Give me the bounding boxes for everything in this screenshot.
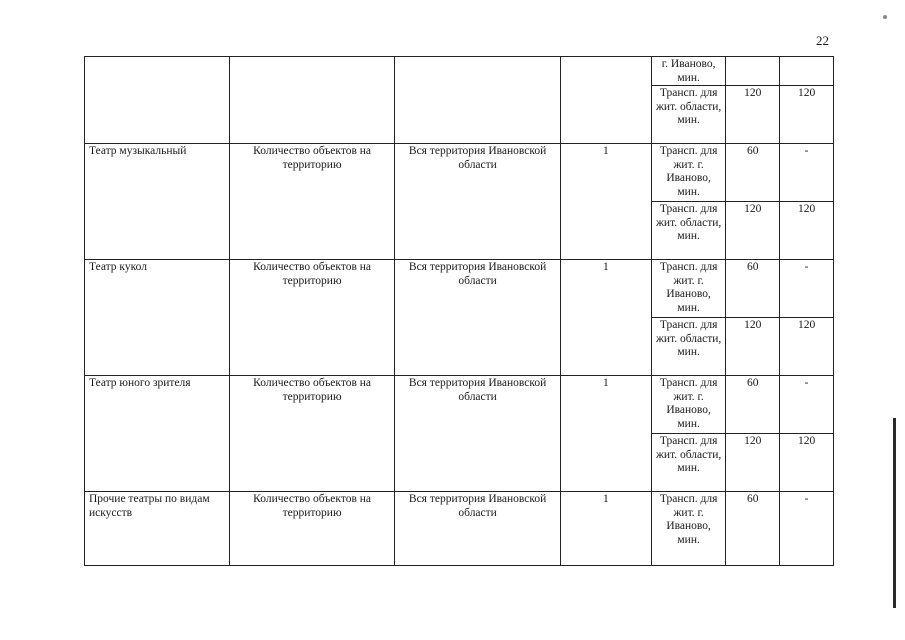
table-row — [85, 492, 834, 566]
indicator-cell: Количество объектов на территорию — [229, 492, 395, 566]
level2-cell: - — [780, 260, 834, 318]
value-cell: 1 — [560, 260, 651, 376]
table-row — [85, 57, 834, 86]
level2-cell: - — [780, 376, 834, 434]
value-cell: 1 — [560, 376, 651, 492]
level1-cell: 120 — [726, 86, 780, 144]
criterion-cell: Трансп. для жит. г. Иваново, мин. — [651, 376, 725, 434]
level2-cell: 120 — [780, 202, 834, 260]
indicator-cell: Количество объектов на территорию — [229, 260, 395, 376]
page-number: 22 — [816, 33, 829, 48]
scan-edge-mark — [893, 418, 896, 608]
table-row — [85, 376, 834, 434]
level1-cell: 60 — [726, 260, 780, 318]
standards-table — [84, 56, 834, 566]
indicator-cell — [229, 57, 395, 144]
level2-cell: - — [780, 144, 834, 202]
criterion-cell: Трансп. для жит. области, мин. — [651, 202, 725, 260]
name-cell: Театр кукол — [85, 260, 230, 376]
name-cell: Театр музыкальный — [85, 144, 230, 260]
level1-cell — [726, 57, 780, 86]
value-cell — [560, 57, 651, 144]
name-cell: Прочие театры по видам искусств — [85, 492, 230, 566]
level2-cell — [780, 57, 834, 86]
level1-cell: 60 — [726, 376, 780, 434]
level1-cell: 120 — [726, 318, 780, 376]
territory-cell: Вся территория Ивановской области — [395, 260, 561, 376]
territory-cell — [395, 57, 561, 144]
level2-cell: 120 — [780, 318, 834, 376]
criterion-cell: г. Иваново, мин. — [651, 57, 725, 86]
level1-cell: 120 — [726, 434, 780, 492]
criterion-cell: Трансп. для жит. г. Иваново, мин. — [651, 492, 725, 566]
value-cell: 1 — [560, 144, 651, 260]
criterion-cell: Трансп. для жит. области, мин. — [651, 318, 725, 376]
name-cell: Театр юного зрителя — [85, 376, 230, 492]
indicator-cell: Количество объектов на территорию — [229, 376, 395, 492]
criterion-cell: Трансп. для жит. области, мин. — [651, 434, 725, 492]
level2-cell: 120 — [780, 434, 834, 492]
criterion-cell: Трансп. для жит. г. Иваново, мин. — [651, 144, 725, 202]
territory-cell: Вся территория Ивановской области — [395, 492, 561, 566]
level1-cell: 60 — [726, 144, 780, 202]
table-row — [85, 144, 834, 202]
criterion-cell: Трансп. для жит. области, мин. — [651, 86, 725, 144]
level2-cell: - — [780, 492, 834, 566]
scan-speck — [883, 15, 887, 19]
name-cell — [85, 57, 230, 144]
level1-cell: 60 — [726, 492, 780, 566]
criterion-cell: Трансп. для жит. г. Иваново, мин. — [651, 260, 725, 318]
level1-cell: 120 — [726, 202, 780, 260]
table-row — [85, 260, 834, 318]
indicator-cell: Количество объектов на территорию — [229, 144, 395, 260]
territory-cell: Вся территория Ивановской области — [395, 144, 561, 260]
value-cell: 1 — [560, 492, 651, 566]
level2-cell: 120 — [780, 86, 834, 144]
territory-cell: Вся территория Ивановской области — [395, 376, 561, 492]
